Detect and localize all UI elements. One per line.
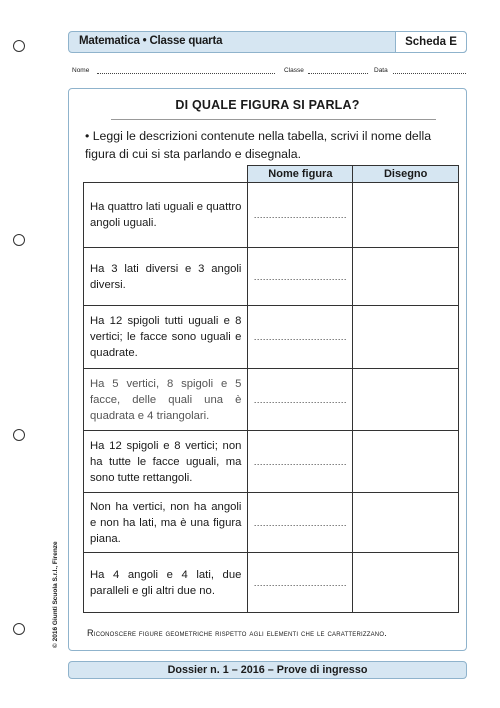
binder-hole-4 — [13, 623, 25, 635]
drawing-cell[interactable] — [353, 248, 459, 306]
drawing-cell[interactable] — [353, 369, 459, 431]
title-divider — [111, 119, 436, 120]
answer-name-cell[interactable]: ............................... — [248, 553, 353, 613]
description-cell: Ha quattro lati uguali e quattro angoli uguali. — [84, 183, 248, 248]
drawing-cell[interactable] — [353, 306, 459, 369]
table-row — [84, 248, 459, 306]
copyright-notice: © 2016 Giunti Scuola S.r.l., Firenze — [52, 541, 59, 648]
answer-name-cell[interactable]: ............................... — [248, 306, 353, 369]
exercise-panel — [68, 88, 467, 651]
header-nome-figura: Nome figura — [248, 166, 353, 183]
drawing-cell[interactable] — [353, 553, 459, 613]
data-label: Data — [374, 67, 388, 74]
table-row — [84, 431, 459, 493]
data-field[interactable] — [393, 67, 466, 74]
learning-objective: Riconoscere figure geometriche rispetto agli elementi che le caratterizzano. — [87, 628, 387, 638]
drawing-cell[interactable] — [353, 183, 459, 248]
description-cell: Ha 12 spigoli e 8 vertici; non ha tutte le facce uguali, ma sono tutte rettangoli. — [84, 431, 248, 493]
instruction-text: • Leggi le descrizioni contenute nella tabella, scrivi il nome della figura di cui si sta parlando e disegnala. — [85, 129, 432, 161]
answer-name-cell[interactable]: ............................... — [248, 431, 353, 493]
table-row — [84, 493, 459, 553]
answer-name-cell[interactable]: ............................... — [248, 248, 353, 306]
table-corner — [84, 166, 248, 183]
classe-field[interactable] — [308, 67, 368, 74]
nome-field[interactable] — [97, 67, 275, 74]
table-row — [84, 553, 459, 613]
drawing-cell[interactable] — [353, 431, 459, 493]
header-band — [68, 31, 467, 53]
answer-name-cell[interactable]: ............................... — [248, 369, 353, 431]
header-disegno: Disegno — [353, 166, 459, 183]
nome-label: Nome — [72, 67, 90, 74]
scheda-label: Scheda E — [395, 31, 467, 53]
drawing-cell[interactable] — [353, 493, 459, 553]
answer-name-cell[interactable]: ............................... — [248, 493, 353, 553]
table-row — [84, 183, 459, 248]
description-cell: Ha 5 vertici, 8 spigoli e 5 facce, delle quali una è quadrata e 4 triangolari. — [84, 369, 248, 431]
dossier-footer: Dossier n. 1 – 2016 – Prove di ingresso — [68, 661, 467, 679]
binder-hole-2 — [13, 234, 25, 246]
description-cell: Non ha vertici, non ha angoli e non ha lati, ma è una figura piana. — [84, 493, 248, 553]
subject-label: Matematica • Classe quarta — [79, 35, 223, 47]
binder-hole-3 — [13, 429, 25, 441]
table-row — [84, 306, 459, 369]
description-cell: Ha 3 lati diversi e 3 angoli diversi. — [84, 248, 248, 306]
figures-table — [83, 165, 459, 613]
description-cell: Ha 12 spigoli tutti uguali e 8 vertici; le facce sono uguali e quadrate. — [84, 306, 248, 369]
binder-hole-1 — [13, 40, 25, 52]
student-fields — [72, 67, 467, 79]
description-cell: Ha 4 angoli e 4 lati, due paralleli e gli altri due no. — [84, 553, 248, 613]
answer-name-cell[interactable]: ............................... — [248, 183, 353, 248]
classe-label: Classe — [284, 67, 304, 74]
exercise-title: DI QUALE FIGURA SI PARLA? — [175, 98, 360, 112]
table-row — [84, 369, 459, 431]
